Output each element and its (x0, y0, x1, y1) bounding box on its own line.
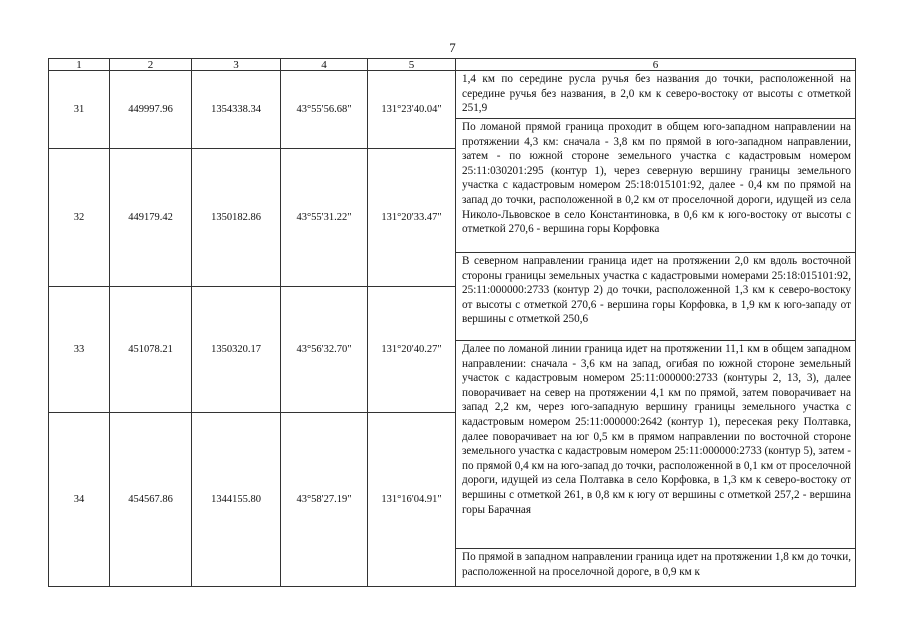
boundary-description: В северном направлении граница идет на протяжении 2,0 км вдоль восточной стороны границы земельных участка с кадастровыми номерами 25:18:015101:92, 25:11:000000:2733 (контур 2) до точки, расположенной 1,3 км к северо-востоку от высоты с отметкой 270,6 - вершина горы Корфовка, в 1,9 км к юго-западу от вершины с отметкой 250,6 (462, 255, 851, 326)
header-col-1: 1 (76, 58, 82, 71)
boundary-description: 1,4 км по середине русла ручья без названия до точки, расположенной на середине ручья без названия, в 2,0 км к северо-востоку от высоты с отметкой 251,9 (462, 73, 851, 115)
header-col-2: 2 (147, 58, 154, 71)
longitude: 131°20'40.27" (381, 344, 442, 355)
latitude: 43°55'31.22" (296, 212, 352, 223)
coordinate-x: 451078.21 (128, 344, 173, 355)
longitude: 131°16'04.91" (381, 494, 442, 505)
boundary-description: По ломаной прямой граница проходит в общем юго-западном направлении на протяжении 4,3 км: сначала - 3,8 км по прямой в юго-западном направлении, затем - по южной стороне земельного участка с кадастровым номером 25:11:030201:295 (контур 1), через северную вершину границы земельного участка с кадастровым номером 25:18:015101:92, далее - 0,4 км по прямой на запад до точки, расположенной в 0,2 км от проселочной дороги, идущей из села Николо-Львовское в село Константиновка, в 0,6 км к юго-востоку от высоты с отметкой 270,6 - вершина горы Корфовка (462, 121, 851, 236)
point-number: 31 (73, 104, 85, 115)
longitude: 131°23'40.04" (381, 104, 442, 115)
header-col-4: 4 (321, 58, 327, 71)
boundary-table (48, 58, 856, 587)
page-number: 7 (449, 40, 456, 55)
coordinate-x: 449997.96 (128, 104, 173, 115)
coordinate-y: 1350182.86 (211, 212, 261, 223)
coordinate-y: 1344155.80 (211, 494, 261, 505)
coordinate-x: 449179.42 (128, 212, 173, 223)
description-divider (455, 252, 855, 253)
boundary-description: Далее по ломаной линии граница идет на протяжении 11,1 км в общем западном направлении: сначала - 3,6 км на запад, огибая по южной стороне земельный участок с кадастровым номером 25:11:000000:2733 (контуры 2, 13, 3), далее поворачивает на север на протяжении 4,1 км по прямой, затем поворачивает на запад 2,2 км, через юго-западную вершину границы земельного участка с кадастровым номером 25:11:000000:2642 (контур 1), пересекая реку Полтавка, далее поворачивает на юг 0,5 км в прямом направлении по восточной стороне земельного участка с кадастровым номером 25:11:000000:2733 (контур 5), затем - по прямой 0,4 км на юго-запад до точки, расположенной в 0,1 км от проселочной дороги, идущей из села Полтавка в село Корфовка, в 1,3 км к северо-востоку от вершины с отметкой 261, в 0,8 км к югу от вершины с отметкой 257,2 - вершина горы Барачная (462, 343, 851, 516)
header-col-6: 6 (652, 58, 659, 71)
description-divider (455, 118, 855, 119)
coordinate-y: 1354338.34 (211, 104, 261, 115)
coordinate-x: 454567.86 (128, 494, 173, 505)
longitude: 131°20'33.47" (381, 212, 442, 223)
description-divider (455, 548, 855, 549)
point-number: 33 (73, 344, 85, 355)
latitude: 43°55'56.68" (296, 104, 352, 115)
point-number: 32 (73, 212, 85, 223)
description-divider (455, 340, 855, 341)
header-col-5: 5 (408, 58, 415, 71)
latitude: 43°58'27.19" (296, 494, 352, 505)
boundary-description: По прямой в западном направлении граница идет на протяжении 1,8 км до точки, расположенной на проселочной дороге, в 0,9 км к (462, 551, 851, 578)
coordinate-y: 1350320.17 (211, 344, 261, 355)
header-col-3: 3 (233, 58, 239, 71)
latitude: 43°56'32.70" (296, 344, 352, 355)
point-number: 34 (73, 494, 85, 505)
